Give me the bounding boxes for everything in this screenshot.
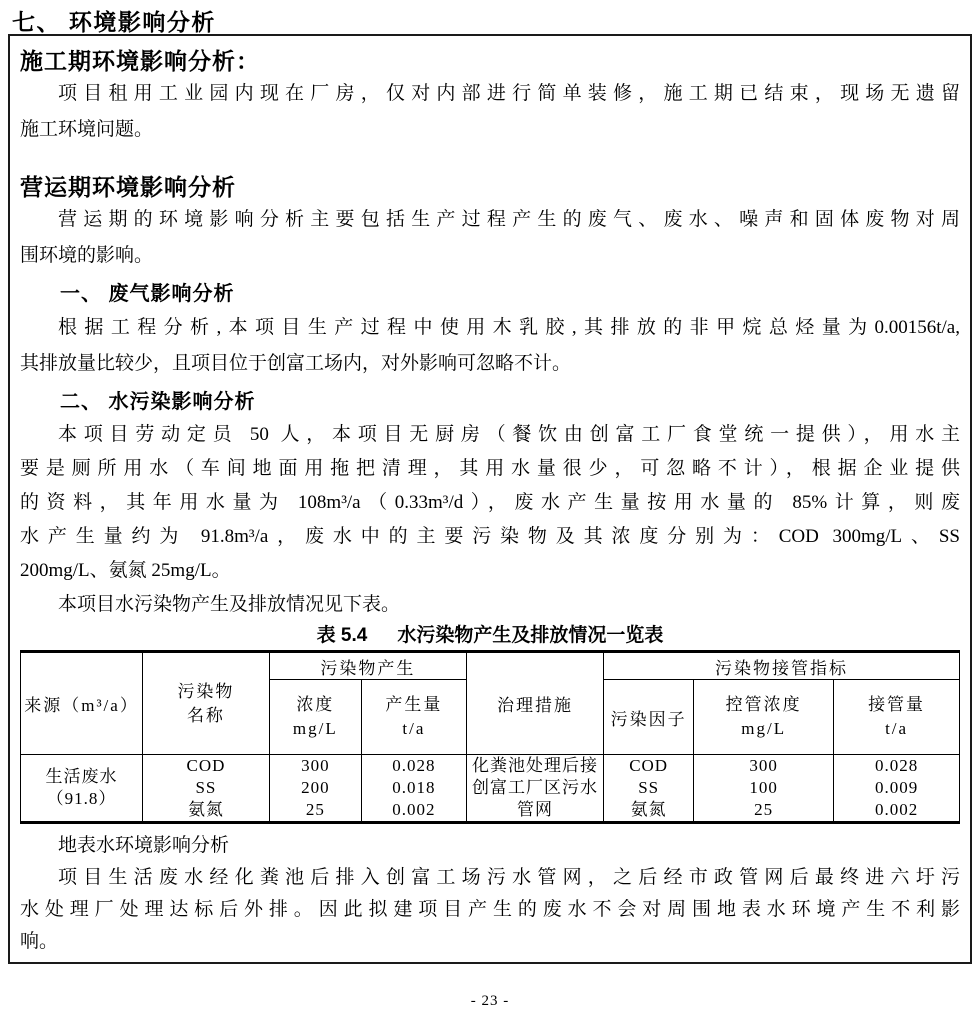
concentration-value: 300 — [301, 756, 330, 775]
cell-factors — [604, 755, 694, 823]
concentration-value: 25 — [305, 800, 325, 819]
col-header-control-concentration-unit: mg/L — [741, 719, 787, 738]
control-concentration-value: 300 — [749, 756, 778, 775]
col-header-intake-amount-label: 接管量 — [868, 695, 926, 714]
concentration-value: 200 — [301, 778, 330, 797]
surface-water-heading: 地表水环境影响分析 — [58, 835, 230, 856]
cell-intake-amounts — [834, 755, 960, 823]
intake-amount-value: 0.002 — [874, 800, 919, 819]
intake-amount-value: 0.028 — [874, 756, 919, 775]
cell-concentrations — [269, 755, 361, 823]
col-header-concentration — [269, 680, 361, 755]
treatment-line: 创富工厂区污水 — [472, 778, 599, 797]
cell-source — [21, 755, 143, 823]
construction-paragraph-line: 项目租用工业园内现在厂房，仅对内部进行简单装修，施工期已结束，现场无遗留 — [58, 83, 960, 104]
gas-paragraph-line: 根据工程分析,本项目生产过程中使用木乳胶,其排放的非甲烷总烃量为0.00156t/a, — [58, 317, 960, 338]
surface-paragraph-line: 响。 — [20, 931, 59, 952]
page-title: 七、 环境影响分析 — [12, 9, 216, 35]
col-header-amount-label: 产生量 — [385, 695, 443, 714]
surface-paragraph-line: 水处理厂处理达标后外排。因此拟建项目产生的废水不会对周围地表水环境产生不利影 — [20, 899, 960, 920]
gas-paragraph-line: 其排放量比较少，且项目位于创富工场内，对外影响可忽略不计。 — [20, 353, 572, 374]
water-paragraph-line: 本项目劳动定员 50 人，本项目无厨房（餐饮由创富工厂食堂统一提供），用水主 — [58, 424, 960, 445]
intake-amount-value: 0.009 — [874, 778, 919, 797]
construction-period-heading: 施工期环境影响分析： — [20, 48, 260, 74]
amount-value: 0.028 — [392, 756, 436, 775]
treatment-line: 管网 — [517, 800, 554, 819]
pollutant-value: COD — [186, 756, 226, 775]
cell-treatment — [466, 755, 603, 823]
cell-amounts — [361, 755, 466, 823]
pollutant-value: SS — [195, 778, 217, 797]
factor-value: COD — [629, 756, 669, 775]
col-header-pollutant-name — [143, 652, 270, 755]
operation-paragraph-line: 围环境的影响。 — [20, 245, 154, 266]
content-border-box — [8, 34, 972, 964]
operation-period-heading: 营运期环境影响分析 — [20, 174, 236, 200]
water-paragraph-line: 要是厕所用水（车间地面用拖把清理，其用水量很少，可忽略不计），根据企业提供 — [20, 458, 960, 479]
table-intro-line: 本项目水污染物产生及排放情况见下表。 — [58, 594, 401, 615]
amount-value: 0.018 — [392, 778, 436, 797]
col-header-factor: 污染因子 — [604, 680, 694, 755]
construction-paragraph-line: 施工环境问题。 — [20, 119, 154, 140]
cell-source-line: （91.8） — [46, 789, 117, 808]
col-header-amount-unit: t/a — [402, 719, 426, 738]
table-row — [21, 755, 960, 823]
surface-paragraph-line: 项目生活废水经化粪池后排入创富工场污水管网，之后经市政管网后最终进六圩污 — [58, 867, 960, 888]
operation-paragraph-line: 营运期的环境影响分析主要包括生产过程产生的废气、废水、噪声和固体废物对周 — [58, 209, 960, 230]
control-concentration-value: 25 — [754, 800, 774, 819]
col-header-source: 来源（m³/a） — [21, 652, 143, 755]
amount-value: 0.002 — [392, 800, 436, 819]
water-paragraph-line: 200mg/L、氨氮 25mg/L。 — [20, 560, 231, 581]
table-caption-title: 水污染物产生及排放情况一览表 — [397, 625, 664, 646]
col-header-amount — [361, 680, 466, 755]
group-header-production: 污染物产生 — [269, 652, 466, 680]
water-paragraph-line: 水产生量约为 91.8m³/a，废水中的主要污染物及其浓度分别为：COD 300mg/L、SS — [20, 526, 960, 547]
pollutant-value: 氨氮 — [187, 800, 224, 819]
page-number: - 23 - — [470, 993, 510, 1009]
pollutant-discharge-table — [20, 650, 960, 824]
col-header-pollutant-name-line: 污染物 — [177, 681, 235, 701]
table-caption — [20, 622, 960, 650]
group-header-intake: 污染物接管指标 — [604, 652, 960, 680]
col-header-intake-amount-unit: t/a — [885, 719, 909, 738]
cell-pollutants — [143, 755, 270, 823]
table-caption-label: 表 5.4 — [316, 625, 368, 646]
col-header-control-concentration-label: 控管浓度 — [725, 695, 802, 714]
col-header-treatment: 治理措施 — [466, 652, 603, 755]
col-header-intake-amount — [834, 680, 960, 755]
control-concentration-value: 100 — [749, 778, 778, 797]
col-header-concentration-unit: mg/L — [292, 719, 338, 738]
water-pollution-heading: 二、 水污染影响分析 — [60, 391, 256, 413]
water-paragraph-line: 的资料，其年用水量为 108m³/a（0.33m³/d），废水产生量按用水量的 85%计算，则废 — [20, 492, 960, 513]
factor-value: 氨氮 — [630, 800, 667, 819]
cell-control-concentrations — [694, 755, 834, 823]
factor-value: SS — [638, 778, 660, 797]
col-header-control-concentration — [694, 680, 834, 755]
col-header-pollutant-name-line: 名称 — [186, 705, 225, 725]
treatment-line: 化粪池处理后接 — [472, 756, 599, 775]
gas-impact-heading: 一、 废气影响分析 — [60, 283, 235, 305]
col-header-concentration-label: 浓度 — [296, 695, 335, 714]
cell-source-line: 生活废水 — [45, 767, 118, 786]
